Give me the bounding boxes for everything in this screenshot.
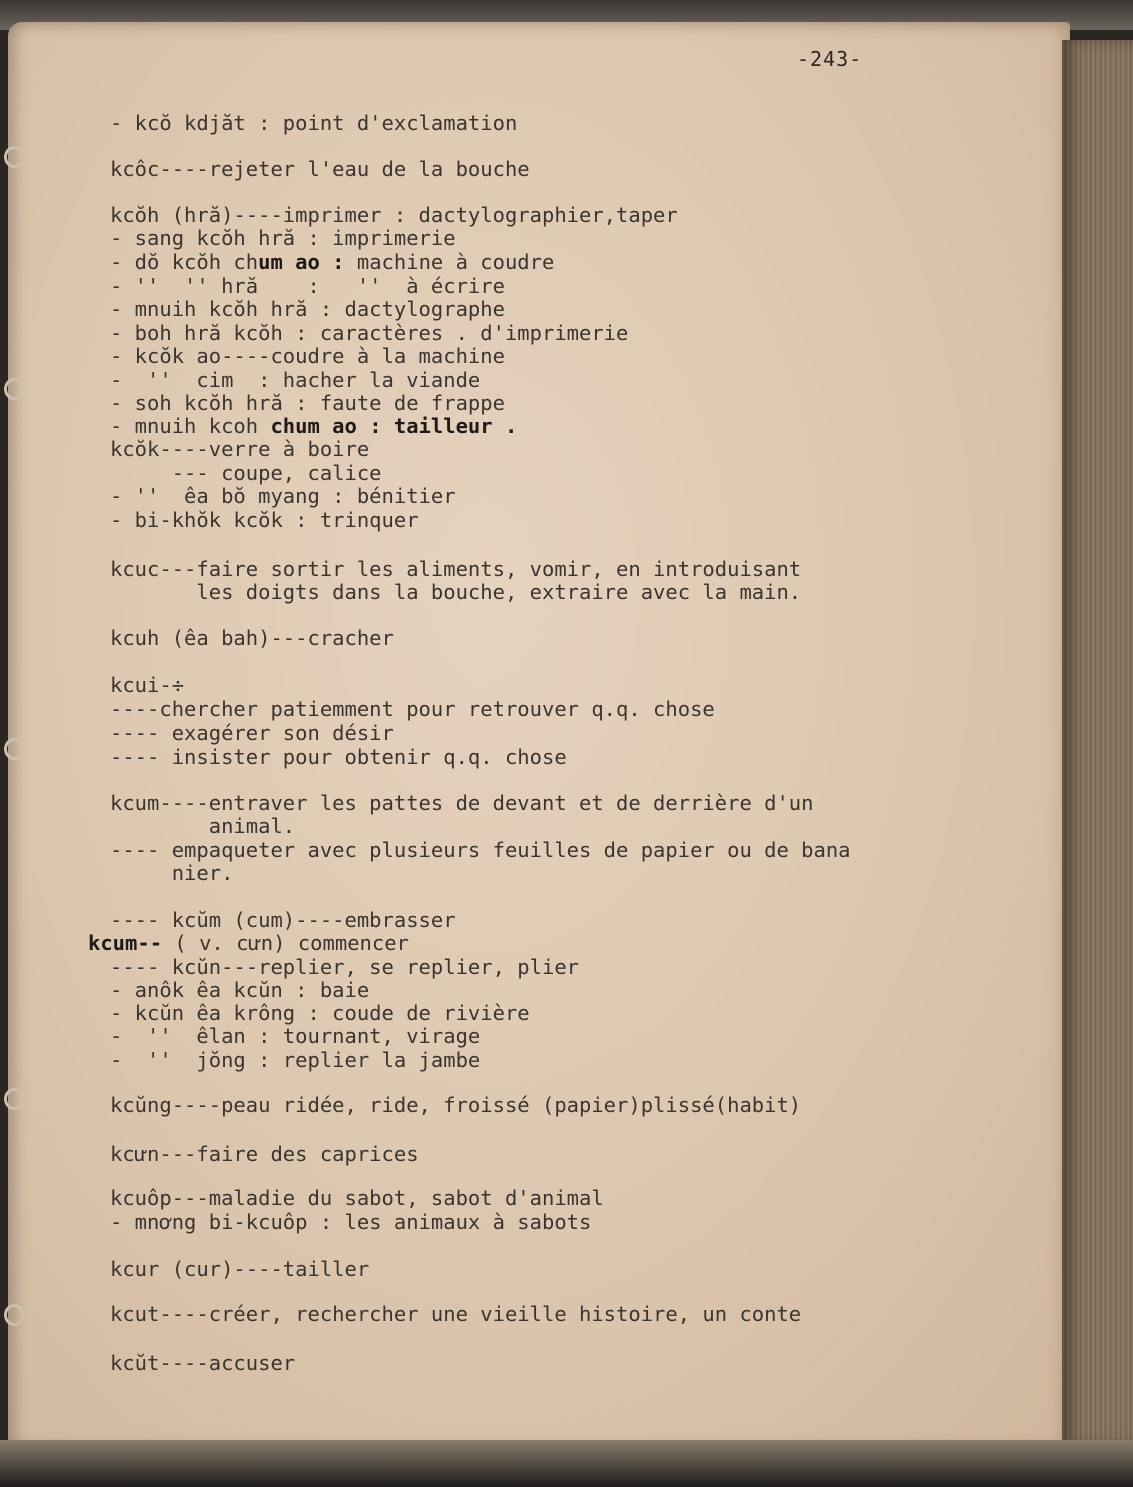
entry-line: ---- kcŭn---replier, se replier, plier	[110, 955, 579, 979]
entry-text: - dŏ kcŏh ch	[110, 250, 259, 274]
entry-line: kcŏk----verre à boire	[110, 437, 370, 461]
entry-line: kcŏh (hră)----imprimer : dactylographier,taper	[110, 203, 678, 227]
entry-line: kcur (cur)----tailler	[110, 1257, 370, 1281]
page-number: -243-	[797, 47, 863, 71]
binding-stitch	[4, 738, 24, 760]
entry-line: kcuc---faire sortir les aliments, vomir, en introduisant	[110, 557, 802, 581]
entry-line: - mnuih kcŏh hră : dactylographe	[110, 297, 505, 321]
entry-line: kcuôp---maladie du sabot, sabot d'animal	[110, 1186, 604, 1210]
entry-line: - kcŏ kdjăt : point d'exclamation	[110, 111, 518, 135]
entry-text-bold: chum ao : tailleur .	[270, 414, 518, 438]
binding-stitch	[4, 1304, 24, 1326]
entry-line: - kcŏk ao----coudre à la machine	[110, 344, 505, 368]
entry-line: kcôc----rejeter l'eau de la bouche	[110, 157, 530, 181]
entry-line: kcum----entraver les pattes de devant et de derrière d'un	[110, 791, 814, 815]
entry-line: les doigts dans la bouche, extraire avec la main.	[110, 580, 802, 604]
entry-line: --- coupe, calice	[110, 461, 382, 485]
entry-line: - '' jŏng : replier la jambe	[110, 1048, 481, 1072]
entry-line: - soh kcŏh hră : faute de frappe	[110, 391, 505, 415]
binding-stitch	[4, 378, 24, 400]
entry-line	[110, 415, 517, 437]
entry-line: - mnơng bi-kcuôp : les animaux à sabots	[110, 1210, 592, 1234]
entry-line: nier.	[110, 861, 234, 885]
entry-line: kcưn---faire des caprices	[110, 1142, 419, 1166]
entry-line: ---- kcŭm (cum)----embrasser	[110, 908, 456, 932]
entry-line: - '' cim : hacher la viande	[110, 368, 481, 392]
entry-line: ---- empaqueter avec plusieurs feuilles de papier ou de bana	[110, 838, 851, 862]
binding-stitch	[4, 1088, 24, 1110]
entry-text: ( v. cưn) commencer	[162, 931, 409, 955]
entry-line: kcut----créer, rechercher une vieille histoire, un conte	[110, 1302, 802, 1326]
entry-line: ----chercher patiemment pour retrouver q.q. chose	[110, 697, 715, 721]
entry-text-bold: um ao :	[258, 250, 345, 274]
entry-text: - mnuih kcoh	[110, 414, 271, 438]
scanner-background-bottom	[0, 1440, 1133, 1487]
entry-line: - '' '' hră : '' à écrire	[110, 274, 505, 298]
entry-text: machine à coudre	[344, 250, 555, 274]
entry-line: - kcŭn êa krông : coude de rivière	[110, 1001, 530, 1025]
entry-line: kcuh (êa bah)---cracher	[110, 626, 394, 650]
entry-line: - bi-khŏk kcŏk : trinquer	[110, 508, 419, 532]
entry-line: - '' êlan : tournant, virage	[110, 1024, 481, 1048]
entry-text-bold: kcum--	[88, 931, 163, 955]
entry-line: kcŭt----accuser	[110, 1351, 296, 1375]
binding-stitch	[4, 146, 24, 168]
entry-line	[88, 932, 409, 954]
entry-line: - '' êa bŏ myang : bénitier	[110, 484, 456, 508]
entry-line: ---- insister pour obtenir q.q. chose	[110, 745, 567, 769]
entry-line: - boh hră kcŏh : caractères . d'imprimerie	[110, 321, 629, 345]
entry-line: - sang kcŏh hră : imprimerie	[110, 226, 456, 250]
entry-line: - anôk êa kcŭn : baie	[110, 978, 370, 1002]
entry-line	[110, 251, 554, 273]
entry-line: animal.	[110, 814, 296, 838]
entry-line: kcui-÷	[110, 673, 185, 697]
book-page-edges	[1062, 40, 1133, 1445]
entry-line: kcŭng----peau ridée, ride, froissé (papier)plissé(habit)	[110, 1093, 802, 1117]
entry-line: ---- exagérer son désir	[110, 721, 394, 745]
